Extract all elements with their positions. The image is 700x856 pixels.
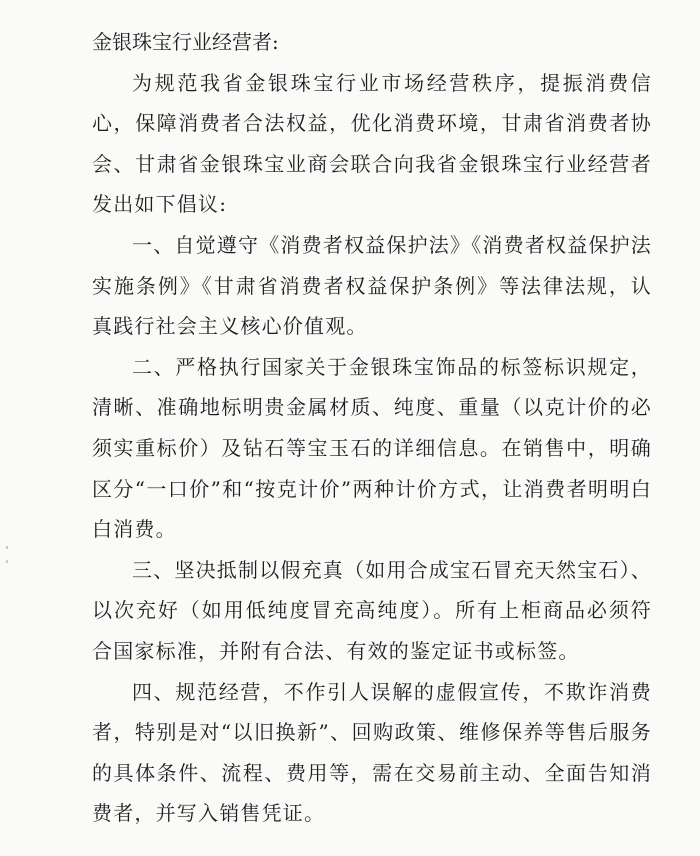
document-body	[92, 22, 652, 834]
scan-edge-mark	[6, 546, 8, 549]
salutation: 金银珠宝行业经营者:	[92, 30, 279, 54]
scan-edge-mark	[6, 560, 8, 563]
intro-paragraph: 为规范我省金银珠宝行业市场经营秩序，提振消费信心，保障消费者合法权益，优化消费环境，甘肃省消费者协会、甘肃省金银珠宝业商会联合向我省金银珠宝行业经营者发出如下倡议:	[92, 70, 652, 217]
proposal-item-2: 二、严格执行国家关于金银珠宝饰品的标签标识规定，清晰、准确地标明贵金属材质、纯度、重量（以克计价的必须实重标价）及钻石等宝玉石的详细信息。在销售中，明确区分“一口价”和“按克计价”两种计价方式，让消费者明明白白消费。	[92, 354, 652, 542]
proposal-item-4: 四、规范经营，不作引人误解的虚假宣传，不欺诈消费者，特别是对“以旧换新”、回购政策、维修保养等售后服务的具体条件、流程、费用等，需在交易前主动、全面告知消费者，并写入销售凭证。	[92, 679, 652, 826]
proposal-item-3: 三、坚决抵制以假充真（如用合成宝石冒充天然宝石）、以次充好（如用低纯度冒充高纯度）。所有上柜商品必须符合国家标准，并附有合法、有效的鉴定证书或标签。	[92, 557, 652, 663]
proposal-item-1: 一、自觉遵守《消费者权益保护法》《消费者权益保护法实施条例》《甘肃省消费者权益保护条例》等法律法规，认真践行社会主义核心价值观。	[92, 232, 652, 339]
